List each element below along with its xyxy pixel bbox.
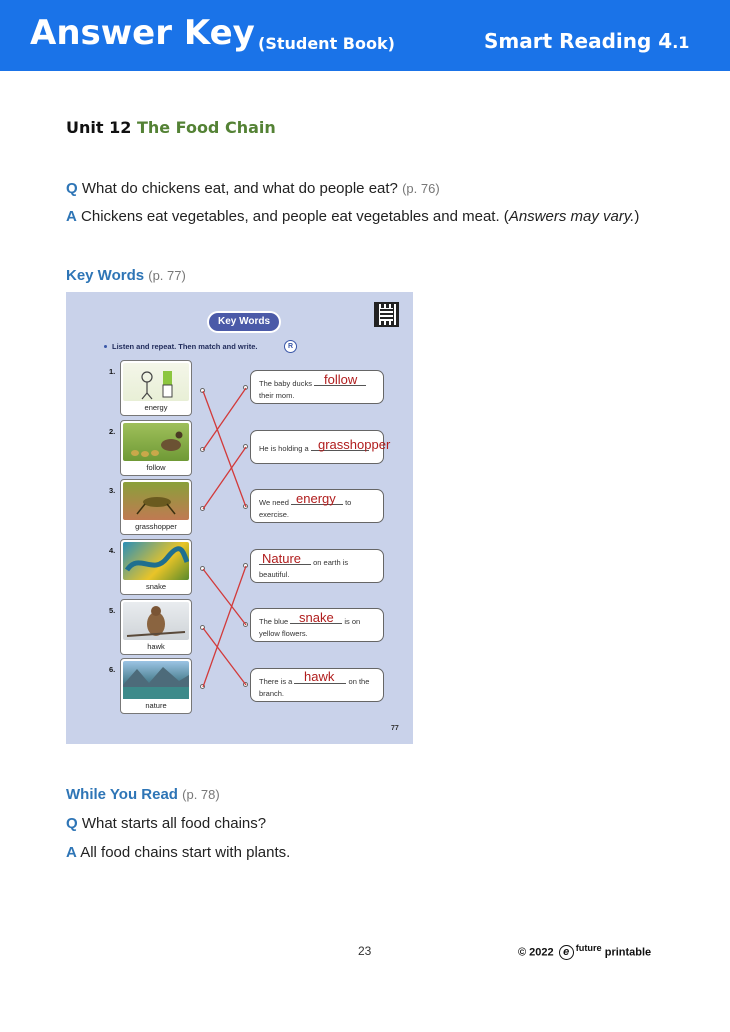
section-title: While You Read [66,786,178,803]
workbook-page-number: 77 [391,725,399,732]
question-text: What starts all food chains? [81,815,267,832]
question-2 [66,815,266,832]
question-1 [66,180,440,197]
page-ref: (p. 77) [148,268,186,283]
student-book-subtitle: (Student Book) [258,34,395,53]
item-number: 4. [109,546,116,555]
unit-topic: The Food Chain [136,118,276,137]
card-word: hawk [147,642,165,651]
item-number: 1. [109,367,116,376]
answer-snake: snake [299,610,334,625]
card-word: snake [145,582,166,591]
answer-hawk: hawk [304,669,335,684]
sentence-bubble-1 [250,370,384,404]
a-mark: A [66,208,77,225]
sentence-line2: their mom. [259,391,295,400]
audio-icon: R [284,340,297,353]
copyright [518,943,651,960]
match-line [203,569,246,625]
q-mark: Q [66,180,78,197]
sentence-line2: yellow flowers. [259,629,308,638]
answer-text: Chickens eat vegetables, and people eat vegetables and meat. ( [81,208,509,225]
sentence-start: He is holding a [259,444,309,453]
sentence-start: The blue [259,617,289,626]
sentence-end: is on [344,617,361,626]
book-name: Smart Reading 4 [484,29,673,53]
item-number: 6. [109,665,116,674]
item-number: 5. [109,606,116,615]
copyright-year: © 2022 [518,946,554,959]
answer-follow: follow [324,372,358,387]
match-line [203,388,246,450]
match-line [203,628,246,685]
a-mark: A [66,844,77,861]
brand-name: future [575,943,602,953]
unit-title [66,118,276,137]
sentence-line2: beautiful. [259,570,290,579]
match-line [203,391,246,507]
unit-number: Unit 12 [66,118,132,137]
answer-text: All food chains start with plants. [80,844,291,861]
card-word: nature [145,701,167,710]
q-mark: Q [66,815,78,832]
sentence-start: We need [259,498,289,507]
page-number: 23 [358,944,372,958]
brand-suffix: printable [604,946,652,959]
book-version: .1 [672,33,690,52]
sentence-start: The baby ducks [259,379,312,388]
key-words-badge: Key Words [209,313,279,331]
instruction-text: Listen and repeat. Then match and write. [112,342,258,351]
key-words-heading [66,267,186,284]
answer-2 [66,844,290,861]
while-you-read-heading [66,786,220,803]
sentence-line2: exercise. [259,510,290,519]
answer-close: ) [634,208,640,225]
answer-key-title: Answer Key [30,13,255,53]
sentence-end: to [345,498,352,507]
sentence-line2: branch. [259,689,285,698]
answer-note: Answers may vary. [508,208,635,225]
question-text: What do chickens eat, and what do people eat? [81,180,398,197]
sentence-end: on earth is [313,558,349,567]
item-number: 2. [109,427,116,436]
match-line [203,566,246,687]
answer-grasshopper: grasshopper [318,437,391,452]
card-word: energy [144,403,168,412]
book-title [484,29,689,53]
card-word: follow [146,463,166,472]
workbook-page [66,292,413,744]
match-line [203,447,246,509]
answer-1 [66,208,639,225]
section-title: Key Words [66,267,145,284]
e-future-logo-icon: e [559,945,574,960]
page-ref: (p. 78) [182,787,220,802]
sentence-start: There is a [259,677,293,686]
page-ref: (p. 76) [402,181,440,196]
header-banner [0,0,730,71]
card-word: grasshopper [135,522,177,531]
answer-energy: energy [296,491,336,506]
item-number: 3. [109,486,116,495]
sentence-end: on the [348,677,370,686]
answer-nature: Nature [262,551,302,566]
